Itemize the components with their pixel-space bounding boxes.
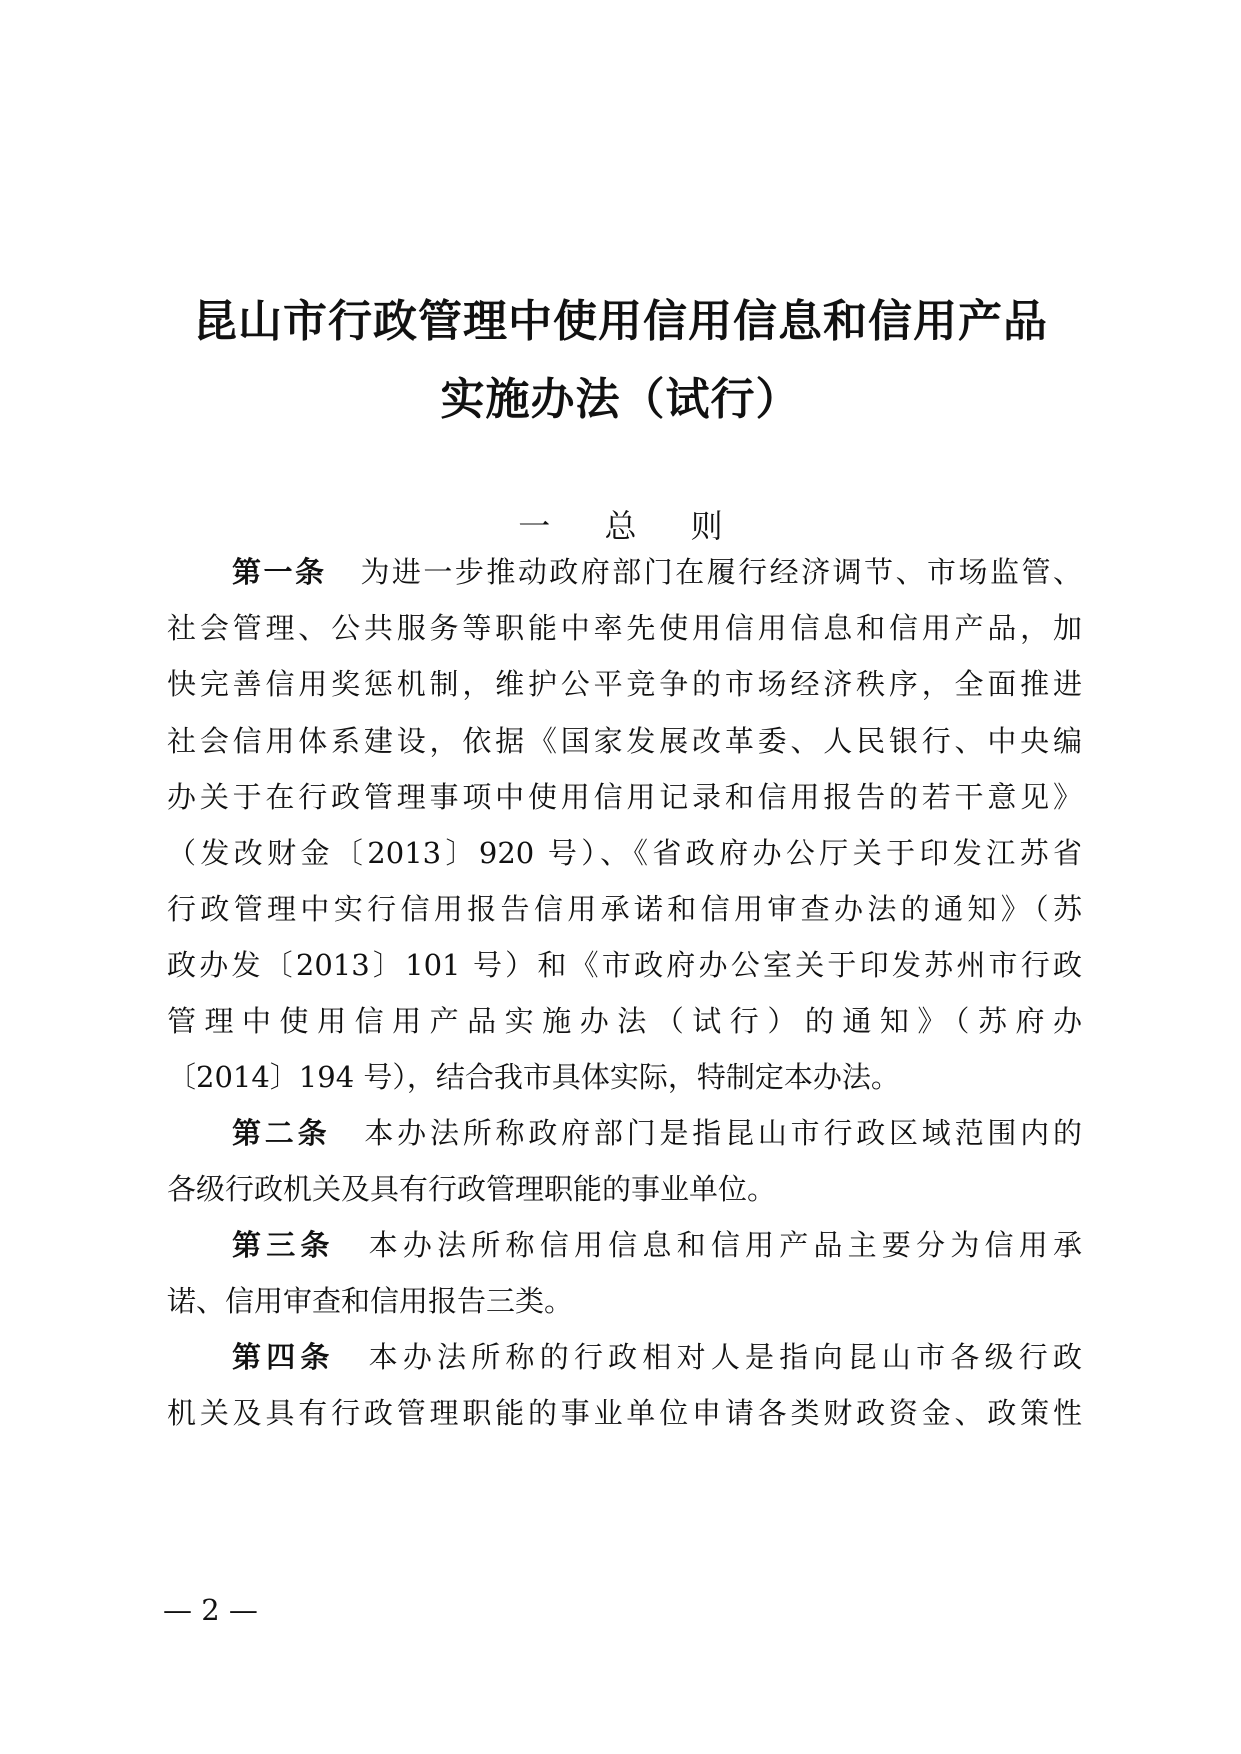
article-1-label: 第一条	[232, 555, 327, 589]
document-title-line2: 实施办法（试行）	[440, 374, 801, 425]
section-number: 一	[518, 507, 551, 545]
article-1-line: 行政管理中实行信用报告信用承诺和信用审查办法的通知》（苏	[167, 892, 1082, 926]
article-3-line	[232, 1225, 1082, 1265]
article-2-line: 各级行政机关及具有行政管理职能的事业单位。	[167, 1172, 777, 1206]
article-4-line: 机关及具有行政管理职能的事业单位申请各类财政资金、政策性	[167, 1396, 1082, 1430]
article-1-line: 办关于在行政管理事项中使用信用记录和信用报告的若干意见》	[167, 780, 1082, 814]
section-title-char: 则	[690, 507, 723, 545]
article-2-label: 第二条	[232, 1116, 331, 1150]
article-1-line: 社会管理、公共服务等职能中率先使用信用信息和信用产品，加	[167, 611, 1082, 645]
article-1-line: （发改财金〔2013〕920 号）、《省政府办公厅关于印发江苏省	[167, 836, 1082, 870]
article-4-label: 第四条	[232, 1340, 335, 1374]
article-1-line: 社会信用体系建设，依据《国家发展改革委、人民银行、中央编	[167, 724, 1082, 758]
article-1-text: 为进一步推动政府部门在履行经济调节、市场监管、	[360, 555, 1082, 589]
article-1-line: 管理中使用信用产品实施办法（试行）的通知》（苏府办	[167, 1004, 1082, 1038]
article-1-line: 〔2014〕194 号），结合我市具体实际，特制定本办法。	[167, 1060, 900, 1094]
article-4-line	[232, 1337, 1082, 1377]
article-1-line: 快完善信用奖惩机制，维护公平竞争的市场经济秩序，全面推进	[167, 667, 1082, 701]
document-title-line1: 昆山市行政管理中使用信用信息和信用产品	[193, 296, 1048, 347]
article-1-line	[232, 552, 1082, 592]
page-number: — 2 —	[163, 1593, 258, 1627]
article-3-line: 诺、信用审查和信用报告三类。	[167, 1284, 574, 1318]
section-heading	[0, 507, 1241, 545]
article-2-text: 本办法所称政府部门是指昆山市行政区域范围内的	[364, 1116, 1082, 1150]
article-3-text: 本办法所称信用信息和信用产品主要分为信用承	[368, 1228, 1082, 1262]
article-2-line	[232, 1113, 1082, 1153]
section-title-char: 总	[604, 507, 637, 545]
article-4-text: 本办法所称的行政相对人是指向昆山市各级行政	[368, 1340, 1082, 1374]
article-1-line: 政办发〔2013〕101 号）和《市政府办公室关于印发苏州市行政	[167, 948, 1082, 982]
article-3-label: 第三条	[232, 1228, 335, 1262]
